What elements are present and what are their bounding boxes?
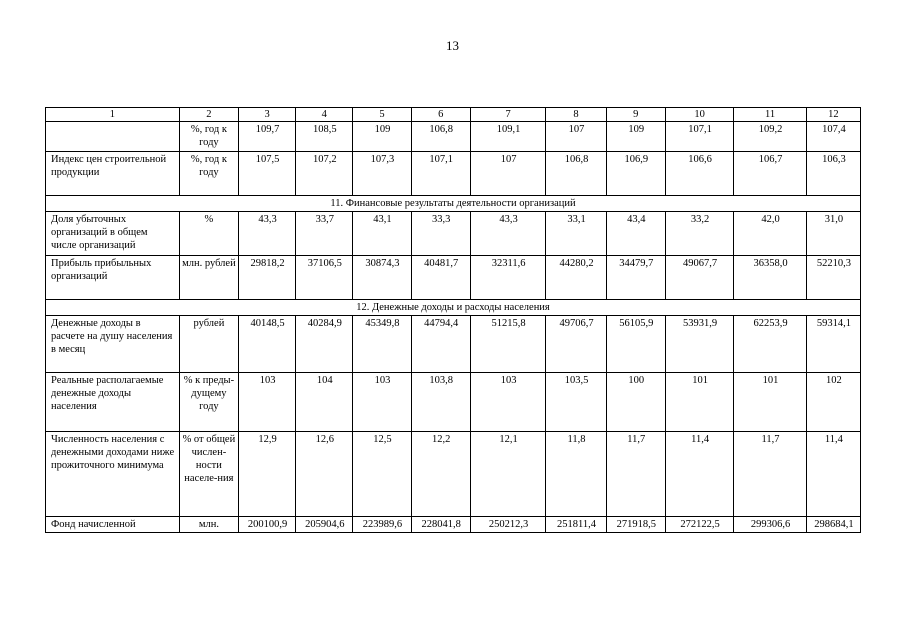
value-cell: 107,3 bbox=[353, 152, 411, 196]
column-number: 2 bbox=[179, 108, 238, 122]
value-cell: 40284,9 bbox=[296, 316, 353, 373]
table-row bbox=[46, 517, 861, 533]
row-label: Реальные располагаемые денежные доходы населения bbox=[46, 373, 180, 432]
value-cell: 106,9 bbox=[606, 152, 665, 196]
value-cell: 44794,4 bbox=[411, 316, 470, 373]
row-unit: % от общей числен-ности населе-ния bbox=[179, 432, 238, 517]
value-cell: 12,6 bbox=[296, 432, 353, 517]
table-row bbox=[46, 256, 861, 300]
value-cell: 43,3 bbox=[470, 212, 546, 256]
value-cell: 33,1 bbox=[546, 212, 606, 256]
value-cell: 12,9 bbox=[239, 432, 296, 517]
table-row bbox=[46, 316, 861, 373]
section-header-row bbox=[46, 300, 861, 316]
value-cell: 107 bbox=[546, 122, 606, 152]
value-cell: 32311,6 bbox=[470, 256, 546, 300]
value-cell: 109,7 bbox=[239, 122, 296, 152]
value-cell: 109 bbox=[353, 122, 411, 152]
value-cell: 106,3 bbox=[806, 152, 860, 196]
value-cell: 33,7 bbox=[296, 212, 353, 256]
value-cell: 271918,5 bbox=[606, 517, 665, 533]
row-label: Численность населения с денежными доходами ниже прожиточного минимума bbox=[46, 432, 180, 517]
column-number: 11 bbox=[734, 108, 807, 122]
value-cell: 251811,4 bbox=[546, 517, 606, 533]
value-cell: 59314,1 bbox=[806, 316, 860, 373]
value-cell: 106,6 bbox=[665, 152, 733, 196]
value-cell: 223989,6 bbox=[353, 517, 411, 533]
table-row bbox=[46, 152, 861, 196]
value-cell: 11,4 bbox=[806, 432, 860, 517]
value-cell: 228041,8 bbox=[411, 517, 470, 533]
value-cell: 107,5 bbox=[239, 152, 296, 196]
value-cell: 272122,5 bbox=[665, 517, 733, 533]
value-cell: 107,1 bbox=[411, 152, 470, 196]
section-title: 12. Денежные доходы и расходы населения bbox=[46, 300, 861, 316]
value-cell: 200100,9 bbox=[239, 517, 296, 533]
value-cell: 109 bbox=[606, 122, 665, 152]
value-cell: 250212,3 bbox=[470, 517, 546, 533]
column-number: 12 bbox=[806, 108, 860, 122]
value-cell: 298684,1 bbox=[806, 517, 860, 533]
value-cell: 107,2 bbox=[296, 152, 353, 196]
value-cell: 40481,7 bbox=[411, 256, 470, 300]
value-cell: 106,7 bbox=[734, 152, 807, 196]
value-cell: 11,7 bbox=[606, 432, 665, 517]
table-row bbox=[46, 122, 861, 152]
value-cell: 30874,3 bbox=[353, 256, 411, 300]
value-cell: 107,4 bbox=[806, 122, 860, 152]
value-cell: 43,4 bbox=[606, 212, 665, 256]
value-cell: 12,5 bbox=[353, 432, 411, 517]
table-row bbox=[46, 432, 861, 517]
value-cell: 299306,6 bbox=[734, 517, 807, 533]
value-cell: 101 bbox=[665, 373, 733, 432]
statistics-table bbox=[45, 107, 861, 533]
value-cell: 103 bbox=[239, 373, 296, 432]
value-cell: 40148,5 bbox=[239, 316, 296, 373]
value-cell: 31,0 bbox=[806, 212, 860, 256]
value-cell: 62253,9 bbox=[734, 316, 807, 373]
value-cell: 36358,0 bbox=[734, 256, 807, 300]
value-cell: 34479,7 bbox=[606, 256, 665, 300]
value-cell: 101 bbox=[734, 373, 807, 432]
value-cell: 45349,8 bbox=[353, 316, 411, 373]
table-body bbox=[46, 108, 861, 533]
value-cell: 205904,6 bbox=[296, 517, 353, 533]
value-cell: 11,4 bbox=[665, 432, 733, 517]
value-cell: 42,0 bbox=[734, 212, 807, 256]
column-number-row bbox=[46, 108, 861, 122]
value-cell: 103,8 bbox=[411, 373, 470, 432]
column-number: 1 bbox=[46, 108, 180, 122]
value-cell: 52210,3 bbox=[806, 256, 860, 300]
table-row bbox=[46, 373, 861, 432]
value-cell: 12,2 bbox=[411, 432, 470, 517]
column-number: 8 bbox=[546, 108, 606, 122]
row-unit: %, год к году bbox=[179, 152, 238, 196]
value-cell: 109,2 bbox=[734, 122, 807, 152]
page-number: 13 bbox=[446, 38, 459, 53]
row-unit: млн. рублей bbox=[179, 256, 238, 300]
value-cell: 56105,9 bbox=[606, 316, 665, 373]
value-cell: 104 bbox=[296, 373, 353, 432]
row-label: Индекс цен строительной продукции bbox=[46, 152, 180, 196]
value-cell: 29818,2 bbox=[239, 256, 296, 300]
row-unit: млн. bbox=[179, 517, 238, 533]
value-cell: 12,1 bbox=[470, 432, 546, 517]
column-number: 5 bbox=[353, 108, 411, 122]
row-unit: рублей bbox=[179, 316, 238, 373]
value-cell: 44280,2 bbox=[546, 256, 606, 300]
row-label: Доля убыточных организаций в общем числе организаций bbox=[46, 212, 180, 256]
value-cell: 43,3 bbox=[239, 212, 296, 256]
section-title: 11. Финансовые результаты деятельности организаций bbox=[46, 196, 861, 212]
row-unit: % к преды-дущему году bbox=[179, 373, 238, 432]
value-cell: 108,5 bbox=[296, 122, 353, 152]
value-cell: 103,5 bbox=[546, 373, 606, 432]
value-cell: 100 bbox=[606, 373, 665, 432]
column-number: 3 bbox=[239, 108, 296, 122]
value-cell: 51215,8 bbox=[470, 316, 546, 373]
value-cell: 107,1 bbox=[665, 122, 733, 152]
row-label: Денежные доходы в расчете на душу населения в месяц bbox=[46, 316, 180, 373]
value-cell: 11,7 bbox=[734, 432, 807, 517]
table-row bbox=[46, 212, 861, 256]
value-cell: 107 bbox=[470, 152, 546, 196]
column-number: 6 bbox=[411, 108, 470, 122]
column-number: 10 bbox=[665, 108, 733, 122]
value-cell: 102 bbox=[806, 373, 860, 432]
value-cell: 33,3 bbox=[411, 212, 470, 256]
column-number: 9 bbox=[606, 108, 665, 122]
value-cell: 103 bbox=[470, 373, 546, 432]
column-number: 7 bbox=[470, 108, 546, 122]
value-cell: 106,8 bbox=[546, 152, 606, 196]
row-unit: %, год к году bbox=[179, 122, 238, 152]
value-cell: 49067,7 bbox=[665, 256, 733, 300]
row-label bbox=[46, 122, 180, 152]
value-cell: 53931,9 bbox=[665, 316, 733, 373]
value-cell: 103 bbox=[353, 373, 411, 432]
value-cell: 11,8 bbox=[546, 432, 606, 517]
column-number: 4 bbox=[296, 108, 353, 122]
row-label: Прибыль прибыльных организаций bbox=[46, 256, 180, 300]
value-cell: 49706,7 bbox=[546, 316, 606, 373]
value-cell: 109,1 bbox=[470, 122, 546, 152]
value-cell: 33,2 bbox=[665, 212, 733, 256]
value-cell: 37106,5 bbox=[296, 256, 353, 300]
value-cell: 43,1 bbox=[353, 212, 411, 256]
row-label: Фонд начисленной bbox=[46, 517, 180, 533]
section-header-row bbox=[46, 196, 861, 212]
value-cell: 106,8 bbox=[411, 122, 470, 152]
row-unit: % bbox=[179, 212, 238, 256]
